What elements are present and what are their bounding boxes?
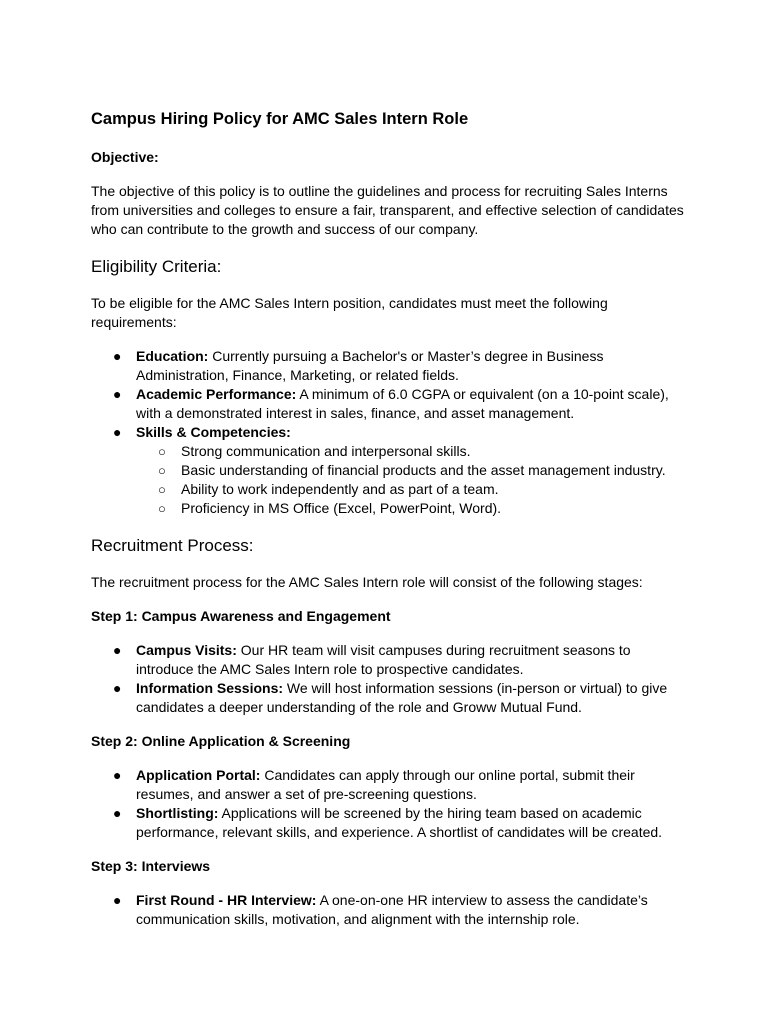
education-text: Currently pursuing a Bachelor's or Master’s degree in Business: [208, 348, 604, 364]
step2-heading: Step 2: Online Application & Screening: [91, 733, 351, 749]
eligibility-intro-line-1: To be eligible for the AMC Sales Intern position, candidates must meet the following: [91, 295, 608, 311]
eligibility-intro-line-2: requirements:: [91, 314, 177, 330]
step3-heading: Step 3: Interviews: [91, 858, 211, 874]
sub-bullet-icon: ○: [158, 444, 166, 459]
recruitment-heading: Recruitment Process:: [91, 536, 254, 555]
bullet-icon: ●: [113, 642, 122, 658]
first-round-line-2: communication skills, motivation, and alignment with the internship role.: [136, 911, 580, 927]
objective-line-3: who can contribute to the growth and success of our company.: [91, 221, 479, 237]
objective-line-1: The objective of this policy is to outline the guidelines and process for recruiting Sales Interns: [91, 183, 668, 199]
document-title: Campus Hiring Policy for AMC Sales Intern Role: [91, 110, 469, 128]
bullet-icon: ●: [113, 348, 122, 364]
shortlisting-item: [136, 804, 696, 823]
application-portal-line-2: resumes, and answer a set of pre-screening questions.: [136, 786, 477, 802]
campus-visits-text: Our HR team will visit campuses during recruitment seasons to: [236, 642, 631, 658]
campus-visits-label: Campus Visits:: [136, 642, 237, 658]
application-portal-label: Application Portal:: [136, 767, 261, 783]
skill-item: Strong communication and interpersonal skills.: [181, 443, 471, 459]
campus-visits-line-2: introduce the AMC Sales Intern role to prospective candidates.: [136, 661, 524, 677]
first-round-item: [136, 891, 696, 910]
recruitment-intro: The recruitment process for the AMC Sales Intern role will consist of the following stages:: [91, 574, 643, 590]
shortlisting-text: Applications will be screened by the hiring team based on academic: [218, 805, 642, 821]
campus-visits-item: [136, 641, 696, 660]
bullet-icon: ●: [113, 386, 122, 402]
first-round-text: A one-on-one HR interview to assess the candidate’s: [316, 892, 648, 908]
skills-label: Skills & Competencies:: [136, 424, 291, 440]
application-portal-text: Candidates can apply through our online portal, submit their: [260, 767, 635, 783]
info-sessions-line-2: candidates a deeper understanding of the role and Groww Mutual Fund.: [136, 699, 582, 715]
shortlisting-line-2: performance, relevant skills, and experience. A shortlist of candidates will be created.: [136, 824, 663, 840]
sub-bullet-icon: ○: [158, 482, 166, 497]
education-item: [136, 347, 696, 366]
info-sessions-text: We will host information sessions (in-person or virtual) to give: [283, 680, 668, 696]
step1-heading: Step 1: Campus Awareness and Engagement: [91, 608, 391, 624]
info-sessions-label: Information Sessions:: [136, 680, 284, 696]
skill-item: Proficiency in MS Office (Excel, PowerPoint, Word).: [181, 500, 502, 516]
eligibility-heading: Eligibility Criteria:: [91, 257, 222, 276]
academic-text: A minimum of 6.0 CGPA or equivalent (on a 10-point scale),: [296, 386, 669, 402]
bullet-icon: ●: [113, 680, 122, 696]
objective-label: Objective:: [91, 149, 159, 165]
first-round-label: First Round - HR Interview:: [136, 892, 317, 908]
bullet-icon: ●: [113, 424, 122, 440]
academic-item: [136, 385, 696, 404]
academic-line-2: with a demonstrated interest in sales, finance, and asset management.: [136, 405, 575, 421]
bullet-icon: ●: [113, 805, 122, 821]
application-portal-item: [136, 766, 696, 785]
info-sessions-item: [136, 679, 696, 698]
objective-line-2: from universities and colleges to ensure a fair, transparent, and effective selection of candidates: [91, 202, 684, 218]
skill-item: Basic understanding of financial products and the asset management industry.: [181, 462, 666, 478]
bullet-icon: ●: [113, 892, 122, 908]
sub-bullet-icon: ○: [158, 463, 166, 478]
education-line-2: Administration, Finance, Marketing, or related fields.: [136, 367, 459, 383]
education-label: Education:: [136, 348, 209, 364]
bullet-icon: ●: [113, 767, 122, 783]
skill-item: Ability to work independently and as part of a team.: [181, 481, 499, 497]
sub-bullet-icon: ○: [158, 501, 166, 516]
shortlisting-label: Shortlisting:: [136, 805, 219, 821]
academic-label: Academic Performance:: [136, 386, 297, 402]
